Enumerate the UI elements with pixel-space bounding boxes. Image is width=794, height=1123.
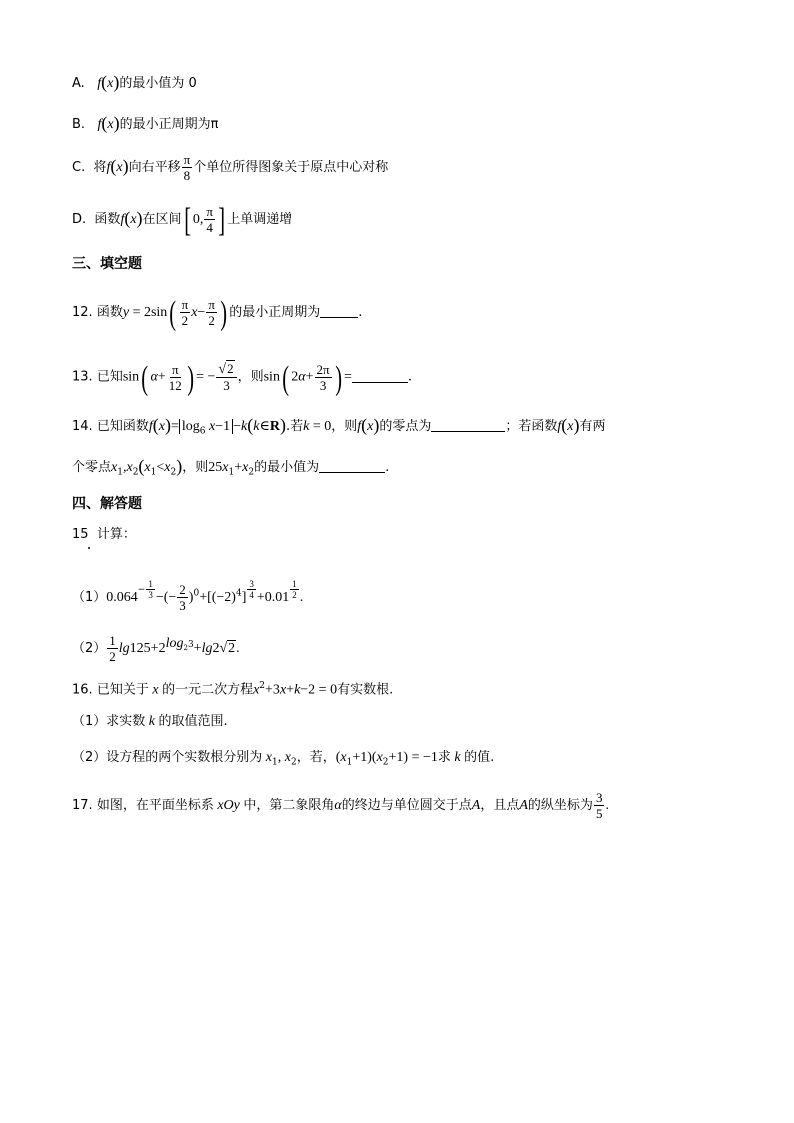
q14-line2-pre: 个零点 — [72, 460, 112, 475]
option-b-label: B. — [72, 117, 86, 132]
option-b-text: 的最小正周期为π — [119, 117, 219, 132]
q16-p2d: 的值. — [464, 750, 495, 765]
q14-mid4: ；若函数 — [505, 419, 558, 434]
q14-line2-post: 的最小值为 — [254, 460, 320, 475]
stray-dot — [88, 547, 90, 549]
q16-p1b: 的取值范围. — [158, 714, 228, 729]
q13-pre: 已知 — [96, 369, 123, 385]
q14-pre: 已知函数 — [96, 419, 149, 434]
q13-number: 13. — [72, 369, 93, 385]
option-d-label: D. — [72, 212, 87, 227]
option-c: C. 将f(x)向右平移 $\frac{\pi}{8}$ 个单位所得图象关于原点中心对称 — [72, 152, 389, 183]
q17-t2: 中，第二象限角 — [243, 798, 335, 813]
question-15-part-1: $(1)0.064^{- \frac{1}{3}}$ −(− $\frac{2}{3}$ )$^0+[(-2)^4]$ $^{\frac{3}{4}}$ +0.01 $^{\frac{1}{2}}$ . — [72, 578, 304, 613]
q14-number: 14. — [72, 419, 93, 434]
q16-p2: （2）设方程的两个实数根分别为 — [72, 750, 263, 765]
option-d-pre: 函数 — [94, 212, 121, 227]
q16-p2c: 求 — [437, 750, 451, 765]
q14-mid5: 有两 — [579, 419, 606, 434]
option-a-text: 的最小值为 0 — [119, 76, 197, 91]
q16-number: 16. — [72, 682, 93, 698]
question-16-part-2: （2）设方程的两个实数根分别为 $x_1$, $x_2$，若，$(x_1+1)(x_2+1) = -1$求 k 的值. — [72, 750, 495, 768]
option-c-fraction: $\frac{\pi}{8}$ — [183, 152, 191, 183]
q14-mid1: .若 — [285, 419, 304, 434]
q17-t1: 如图，在平面坐标系 — [96, 798, 214, 813]
question-14: 14. 已知函数$f(x)= \log_6 x-1$ −k(k∈R).若k = 0，则f(x)的零点为 ；若函数f(x)有两 — [72, 415, 606, 437]
question-14-line-2: 个零点$x_1,x_2(x_1<x_2)$，则$25x_1+x_2$的最小值为 . — [72, 456, 390, 478]
q13-period: . — [407, 369, 412, 385]
q15-1-label: （1） — [72, 590, 107, 605]
q17-t5: 的纵坐标为 — [527, 798, 593, 813]
option-a: A. f(x)的最小值为 0 — [72, 72, 197, 92]
q16-text-1: 已知关于 — [96, 682, 149, 698]
q16-text-3: 有实数根. — [337, 682, 394, 698]
q17-t4: ，且点 — [480, 798, 520, 813]
q16-p2b: ，若， — [296, 750, 336, 765]
q12-number: 12. — [72, 305, 93, 320]
question-17: 17. 如图，在平面坐标系 xOy 中，第二象限角α的终边与单位圆交于点A，且点A的纵坐标为 $\frac{3}{5}$ . — [72, 790, 609, 821]
question-15-part-2: （2） $\frac{1}{2}$ $\lg 125+2^{log_23}+\lg 2√2$. — [72, 633, 240, 664]
q12-post: 的最小正周期为 — [229, 305, 321, 320]
q16-text-2: 的一元二次方程 — [162, 682, 254, 698]
question-13: 13. 已知sin( α+ $\frac{\pi}{12}$ ) = − $\frac{√2}{3}$ ，则sin( 2α+ $\frac{2\pi}{3}$ ) = . — [72, 359, 412, 397]
q13-mid: ，则 — [237, 369, 264, 385]
option-d-interval-start: 0, — [192, 212, 204, 227]
q14-mid3: 的零点为 — [379, 419, 432, 434]
option-d-fraction: $\frac{\pi}{4}$ — [206, 204, 213, 235]
q15-text: 计算： — [96, 527, 136, 542]
question-16-part-1: （1）求实数 k 的取值范围. — [72, 714, 228, 729]
section-4-title: 四、解答题 — [72, 496, 142, 512]
q17-t3: 的终边与单位圆交于点 — [341, 798, 472, 813]
q14-line2-mid: ，则 — [182, 460, 209, 475]
q16-p1: （1）求实数 — [72, 714, 146, 729]
option-d-post: 上单调递增 — [227, 212, 293, 227]
q17-fraction: $\frac{3}{5}$ — [595, 790, 603, 821]
q15-2-label: （2） — [72, 641, 107, 656]
question-16: 16. 已知关于 x 的一元二次方程$x^2+3x+k-2 = 0$有实数根. — [72, 681, 394, 698]
q14-mid2: ，则 — [331, 419, 358, 434]
q12-pre: 函数 — [96, 305, 123, 320]
option-d-mid: 在区间 — [142, 212, 182, 227]
option-c-label: C. — [72, 160, 86, 175]
option-a-label: A. — [72, 76, 85, 91]
question-15 — [72, 525, 136, 545]
q17-number: 17. — [72, 798, 93, 813]
q15-number: 15 — [72, 527, 89, 542]
option-b: B. f(x)的最小正周期为π — [72, 113, 219, 133]
option-c-post: 个单位所得图象关于原点中心对称 — [193, 160, 389, 175]
section-3-title: 三、填空题 — [72, 256, 142, 272]
option-c-mid: 向右平移 — [128, 160, 181, 175]
option-c-pre: 将 — [93, 160, 107, 175]
option-d: D. 函数f(x)在区间[ 0, $\frac{\pi}{4}$ ] 上单调递增 — [72, 202, 293, 239]
question-12: 12. 函数y = 2sin( $\frac{\pi}{2}$ x− $\frac{\pi}{2}$ ) 的最小正周期为 . — [72, 295, 363, 332]
